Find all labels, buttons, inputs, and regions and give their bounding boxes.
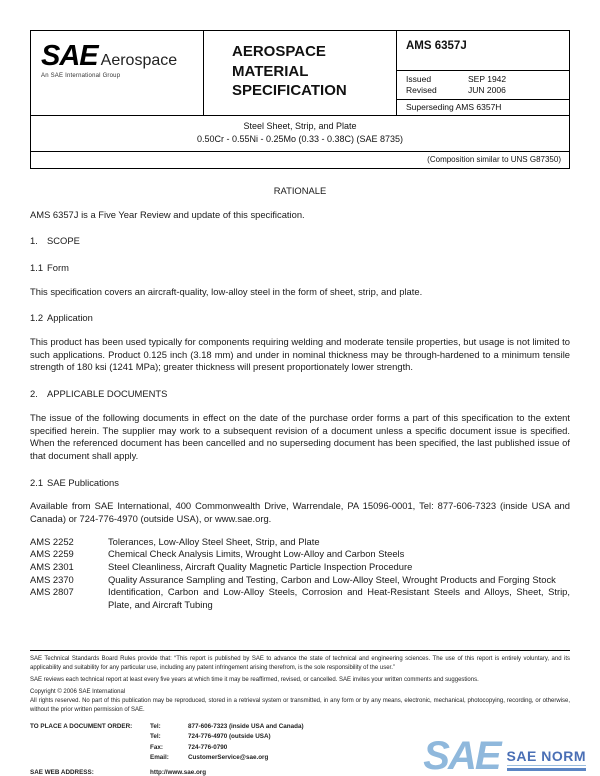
- footer-review-text: SAE reviews each technical report at least every five years at which time it may be reaffirmed, revised, or cancelled. SAE invites your written comments and suggestions.: [30, 677, 479, 683]
- tel-label: Tel:: [150, 723, 161, 730]
- issued-label: Issued: [406, 74, 432, 84]
- issued-date: SEP 1942: [468, 74, 507, 84]
- doc-type-title: AEROSPACE MATERIAL SPECIFICATION: [232, 43, 347, 99]
- section-1-2-number: 1.2: [30, 312, 44, 324]
- section-2-number: 2.: [30, 388, 38, 400]
- doc-code: AMS 2370: [30, 573, 74, 585]
- referenced-document-list: [30, 536, 570, 612]
- aerospace-logo-text: Aerospace: [100, 52, 178, 69]
- order-label-spacer: [30, 732, 148, 742]
- logo-row: [41, 40, 197, 72]
- document-body: [30, 185, 570, 612]
- tel-value: 724-776-4970 (outside USA): [188, 733, 271, 741]
- section-2-1-heading: [30, 477, 570, 490]
- doc-meta-cell: [397, 31, 569, 115]
- document-title: [31, 116, 569, 151]
- section-2-heading: [30, 388, 570, 401]
- fax-label: Fax:: [150, 743, 163, 751]
- web-address-label: SAE WEB ADDRESS:: [30, 768, 94, 776]
- section-1-1-number: 1.1: [30, 262, 44, 273]
- tel-value: 877-606-7323 (inside USA and Canada): [188, 723, 304, 730]
- stamp-rule: [507, 765, 586, 766]
- sae-publications-availability: Available from SAE International, 400 Commonwealth Drive, Warrendale, PA 15096-0001, Tel: 877-606-7323 (inside USA and Canada) or 724-776-4970 (outside USA), or www.sae.org.: [30, 500, 570, 524]
- tel-label: Tel:: [150, 733, 161, 741]
- rationale-heading: RATIONALE: [273, 184, 327, 196]
- revised-date: JUN 2006: [468, 85, 506, 96]
- section-1-2-text: This product has been used typically for components requiring welding and moderate tensile properties, but usage is not limited to such applications. Product 0.125 inch (3.18 mm) and under in nominal thickness may be through-hardened to a minimum tensile strength of 180 ksi (1241 MPa); greater thickness will present proportionately lower strength.: [30, 336, 570, 373]
- revised-label: Revised: [406, 85, 437, 96]
- header-top-row: [31, 31, 569, 116]
- doc-code: AMS 2252: [30, 535, 74, 547]
- doc-title: Steel Cleanliness, Aircraft Quality Magnetic Particle Inspection Procedure: [108, 561, 413, 572]
- section-1-2-title: Application: [47, 312, 93, 324]
- doc-code: AMS 2301: [30, 561, 74, 572]
- email-label: Email:: [150, 754, 169, 762]
- order-label-spacer: [30, 743, 148, 753]
- section-2-1-title: SAE Publications: [47, 476, 119, 488]
- section-2-intro: The issue of the following documents in effect on the date of the purchase order forms a part of this specification to the extent specified herein. The supplier may work to a subsequent revision of a document unless a specific document issue is specified. When the referenced document has been cancelled and no superseding document has been specified, the last published issue of that document shall apply.: [30, 411, 570, 461]
- doc-title: Chemical Check Analysis Limits, Wrought Low-Alloy and Carbon Steels: [108, 548, 405, 560]
- document-header: [30, 30, 570, 169]
- email-value: CustomerService@sae.org: [188, 754, 269, 762]
- document-row: [30, 548, 570, 561]
- section-1-heading: [30, 235, 570, 248]
- specification-document: [30, 30, 570, 612]
- doc-dates: [397, 71, 569, 100]
- section-1-1-text: This specification covers an aircraft-quality, low-alloy steel in the form of sheet, strip, and plate.: [30, 285, 423, 297]
- doc-title: Tolerances, Low-Alloy Steel Sheet, Strip, and Plate: [108, 535, 320, 547]
- document-row: [30, 586, 570, 611]
- order-label: TO PLACE A DOCUMENT ORDER:: [30, 723, 133, 730]
- section-2-title: APPLICABLE DOCUMENTS: [47, 388, 168, 400]
- doc-type-cell: [204, 31, 397, 115]
- doc-number: AMS 6357J: [397, 31, 569, 71]
- document-row: [30, 536, 570, 549]
- sae-logo-wordmark: SAE: [41, 40, 98, 72]
- section-1-1-title: Form: [47, 262, 69, 273]
- section-1-number: 1.: [30, 235, 38, 247]
- section-1-1-heading: [30, 262, 570, 275]
- order-label-spacer: [30, 753, 148, 763]
- saenorm-watermark: [423, 734, 586, 776]
- footer-rules-text: SAE Technical Standards Board Rules provide that: “This report is published by SAE to advance the state of technical and engineering sciences. The use of this report is entirely voluntary, and its applicability and suitability for any particular use, including any patent infringement arising therefrom, is the sole responsibility of the user.”: [30, 656, 570, 671]
- copyright-line: Copyright © 2006 SAE International: [30, 689, 126, 695]
- order-row: [30, 722, 570, 732]
- stamp-name-block: [507, 749, 586, 771]
- doc-code: AMS 2807: [30, 586, 74, 598]
- section-1-2-heading: [30, 312, 570, 325]
- section-1-title: SCOPE: [47, 235, 80, 247]
- document-row: [30, 574, 570, 587]
- sae-aerospace-logo: [31, 31, 204, 115]
- doc-title: Quality Assurance Sampling and Testing, Carbon and Low-Alloy Steel, Wrought Products and Forging Stock: [108, 573, 556, 585]
- fax-value: 724-776-0790: [188, 743, 228, 751]
- stamp-name-text: SAE NORM: [506, 747, 586, 764]
- doc-code: AMS 2259: [30, 548, 74, 560]
- web-address-value: http://www.sae.org: [150, 768, 207, 776]
- document-title-line1: Steel Sheet, Strip, and Plate: [243, 120, 357, 131]
- superseding-note: Superseding AMS 6357H: [406, 101, 502, 112]
- composition-note: (Composition similar to UNS G87350): [31, 151, 569, 168]
- doc-title: Identification, Carbon and Low-Alloy Steels, Corrosion and Heat-Resistant Steels and Alloys, Sheet, Strip, Plate, and Aircraft Tubing: [108, 586, 570, 611]
- section-2-1-number: 2.1: [30, 476, 44, 488]
- document-row: [30, 561, 570, 574]
- rationale-text: AMS 6357J is a Five Year Review and update of this specification.: [30, 208, 305, 220]
- stamp-sae-wordmark: SAE: [423, 734, 500, 776]
- logo-tagline: An SAE International Group: [41, 73, 121, 79]
- document-title-line2: 0.50Cr - 0.55Ni - 0.25Mo (0.33 - 0.38C) (SAE 8735): [196, 134, 404, 145]
- footer-rights-text: All rights reserved. No part of this publication may be reproduced, stored in a retrieval system or transmitted, in any form or by any means, electronic, mechanical, photocopying, recording, or otherwise, without the prior written permission of SAE.: [30, 698, 570, 713]
